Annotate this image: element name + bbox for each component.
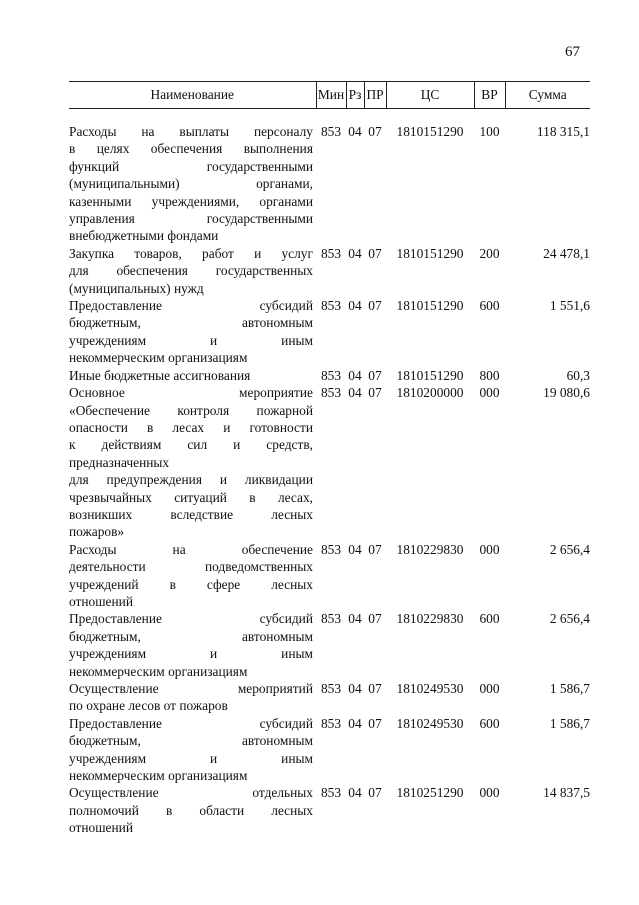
- name-line-last: отношений: [69, 820, 133, 836]
- cell-rz: 04: [348, 385, 362, 401]
- name-line: опасности в лесах и готовности: [69, 419, 313, 435]
- table-row: [69, 784, 590, 836]
- cell-cs: 1810249530: [396, 681, 464, 696]
- cell-sum: 19 080,6: [543, 385, 590, 401]
- header-rz: Рз: [346, 82, 364, 109]
- name-line: возникших вследствие лесных: [69, 506, 313, 522]
- cell-vr: 600: [479, 611, 500, 627]
- name-line: деятельности подведомственных: [69, 559, 313, 575]
- cell-pr: 07: [368, 298, 382, 314]
- name-line-last: предназначенных: [69, 454, 170, 470]
- name-line: (муниципальными) органами,: [69, 176, 313, 192]
- cell-rz: 04: [348, 245, 362, 261]
- cell-sum: 1 551,6: [549, 298, 590, 314]
- cell-vr: 000: [479, 385, 500, 401]
- name-line: учреждениям и иным: [69, 646, 313, 662]
- name-line: Расходы на обеспечение: [69, 541, 313, 557]
- cell-cs: 1810229830: [396, 541, 464, 557]
- name-line: учреждениям и иным: [69, 332, 313, 348]
- cell-sum: 2 656,4: [549, 541, 590, 557]
- cell-name: [69, 123, 316, 245]
- cell-vr: 600: [479, 715, 500, 731]
- name-line: Осуществление мероприятий: [69, 681, 313, 696]
- cell-cs: 1810151290: [396, 245, 464, 261]
- cell-name: [69, 541, 316, 611]
- name-line: к действиям сил и средств,: [69, 437, 313, 453]
- cell-sum: 2 656,4: [549, 611, 590, 627]
- cell-min: 853: [320, 385, 342, 401]
- name-line: учреждений в сфере лесных: [69, 576, 313, 592]
- name-line: в целях обеспечения выполнения: [69, 141, 313, 157]
- cell-name: [69, 245, 316, 297]
- header-cs: ЦС: [386, 82, 474, 109]
- cell-min: 853: [320, 541, 342, 557]
- name-line-last: некоммерческим организациям: [69, 663, 248, 679]
- name-line-last: (муниципальных) нужд: [69, 280, 204, 296]
- header-sum: Сумма: [505, 82, 590, 109]
- header-name: Наименование: [69, 82, 316, 109]
- name-line: учреждениям и иным: [69, 750, 313, 766]
- cell-sum: 1 586,7: [549, 681, 590, 696]
- header-pr: ПР: [364, 82, 386, 109]
- cell-cs: 1810249530: [396, 715, 464, 731]
- name-line: бюджетным, автономным: [69, 733, 313, 749]
- name-line-last: некоммерческим организациям: [69, 350, 248, 366]
- table-row: [69, 245, 590, 297]
- cell-pr: 07: [368, 715, 382, 731]
- cell-pr: 07: [368, 541, 382, 557]
- cell-min: 853: [320, 124, 342, 139]
- cell-vr: 200: [479, 245, 500, 261]
- table-row: [69, 297, 590, 367]
- cell-pr: 07: [368, 611, 382, 627]
- cell-name: [69, 784, 316, 836]
- cell-cs: 1810151290: [396, 124, 464, 139]
- cell-min: 853: [320, 298, 342, 314]
- cell-vr: 000: [479, 785, 500, 801]
- cell-pr: 07: [368, 367, 382, 383]
- cell-rz: 04: [348, 541, 362, 557]
- name-line-last: по охране лесов от пожаров: [69, 698, 228, 714]
- name-line: для предупреждения и ликвидации: [69, 472, 313, 488]
- name-line: для обеспечения государственных: [69, 263, 313, 279]
- cell-pr: 07: [368, 124, 382, 139]
- cell-pr: 07: [368, 785, 382, 801]
- name-line: Предоставление субсидий: [69, 298, 313, 314]
- name-line: Осуществление отдельных: [69, 785, 313, 801]
- cell-rz: 04: [348, 715, 362, 731]
- table-row: [69, 123, 590, 245]
- table-row: [69, 610, 590, 680]
- table-body: [69, 109, 590, 837]
- cell-vr: 600: [479, 298, 500, 314]
- cell-vr: 000: [479, 541, 500, 557]
- cell-pr: 07: [368, 385, 382, 401]
- cell-name: [69, 367, 316, 384]
- name-line: чрезвычайных ситуаций в лесах,: [69, 489, 313, 505]
- cell-name: [69, 610, 316, 680]
- name-line: Предоставление субсидий: [69, 611, 313, 627]
- name-line: Закупка товаров, работ и услуг: [69, 245, 313, 261]
- cell-min: 853: [320, 245, 342, 261]
- cell-min: 853: [320, 367, 342, 383]
- cell-cs: 1810229830: [396, 611, 464, 627]
- table-row: [69, 541, 590, 611]
- name-line: Предоставление субсидий: [69, 715, 313, 731]
- cell-min: 853: [320, 681, 342, 696]
- budget-table: [69, 81, 590, 837]
- cell-min: 853: [320, 785, 342, 801]
- cell-min: 853: [320, 715, 342, 731]
- name-line-last: отношений: [69, 593, 133, 609]
- name-line-last: пожаров»: [69, 524, 125, 540]
- cell-vr: 800: [479, 367, 500, 383]
- cell-name: [69, 297, 316, 367]
- name-line-last: Иные бюджетные ассигнования: [69, 367, 251, 383]
- cell-sum: 60,3: [566, 367, 590, 383]
- cell-name: [69, 384, 316, 541]
- name-line-last: некоммерческим организациям: [69, 768, 248, 784]
- cell-rz: 04: [348, 611, 362, 627]
- cell-name: [69, 680, 316, 715]
- cell-min: 853: [320, 611, 342, 627]
- cell-pr: 07: [368, 681, 382, 696]
- table-row: [69, 680, 590, 715]
- cell-vr: 100: [479, 124, 500, 139]
- table-row: [69, 367, 590, 384]
- cell-cs: 1810200000: [396, 385, 464, 401]
- name-line: казенными учреждениями, органами: [69, 193, 313, 209]
- name-line: Расходы на выплаты персоналу: [69, 124, 313, 139]
- cell-rz: 04: [348, 367, 362, 383]
- cell-name: [69, 715, 316, 785]
- name-line: бюджетным, автономным: [69, 628, 313, 644]
- page-number: 67: [565, 44, 580, 60]
- cell-sum: 14 837,5: [543, 785, 590, 801]
- name-line: управления государственными: [69, 211, 313, 227]
- name-line: полномочий в области лесных: [69, 802, 313, 818]
- name-line: Основное мероприятие: [69, 385, 313, 401]
- cell-pr: 07: [368, 245, 382, 261]
- name-line: «Обеспечение контроля пожарной: [69, 402, 313, 418]
- cell-cs: 1810251290: [396, 785, 464, 801]
- cell-sum: 118 315,1: [536, 124, 590, 139]
- cell-cs: 1810151290: [396, 367, 464, 383]
- cell-sum: 1 586,7: [549, 715, 590, 731]
- table-row: [69, 384, 590, 541]
- header-vr: ВР: [474, 82, 505, 109]
- cell-sum: 24 478,1: [543, 245, 590, 261]
- header-min: Мин: [316, 82, 346, 109]
- table-row: [69, 715, 590, 785]
- table-header-row: [69, 82, 590, 109]
- name-line: функций государственными: [69, 158, 313, 174]
- cell-rz: 04: [348, 681, 362, 696]
- cell-cs: 1810151290: [396, 298, 464, 314]
- name-line-last: внебюджетными фондами: [69, 228, 219, 244]
- cell-rz: 04: [348, 124, 362, 139]
- name-line: бюджетным, автономным: [69, 315, 313, 331]
- cell-rz: 04: [348, 785, 362, 801]
- cell-rz: 04: [348, 298, 362, 314]
- cell-vr: 000: [479, 681, 500, 696]
